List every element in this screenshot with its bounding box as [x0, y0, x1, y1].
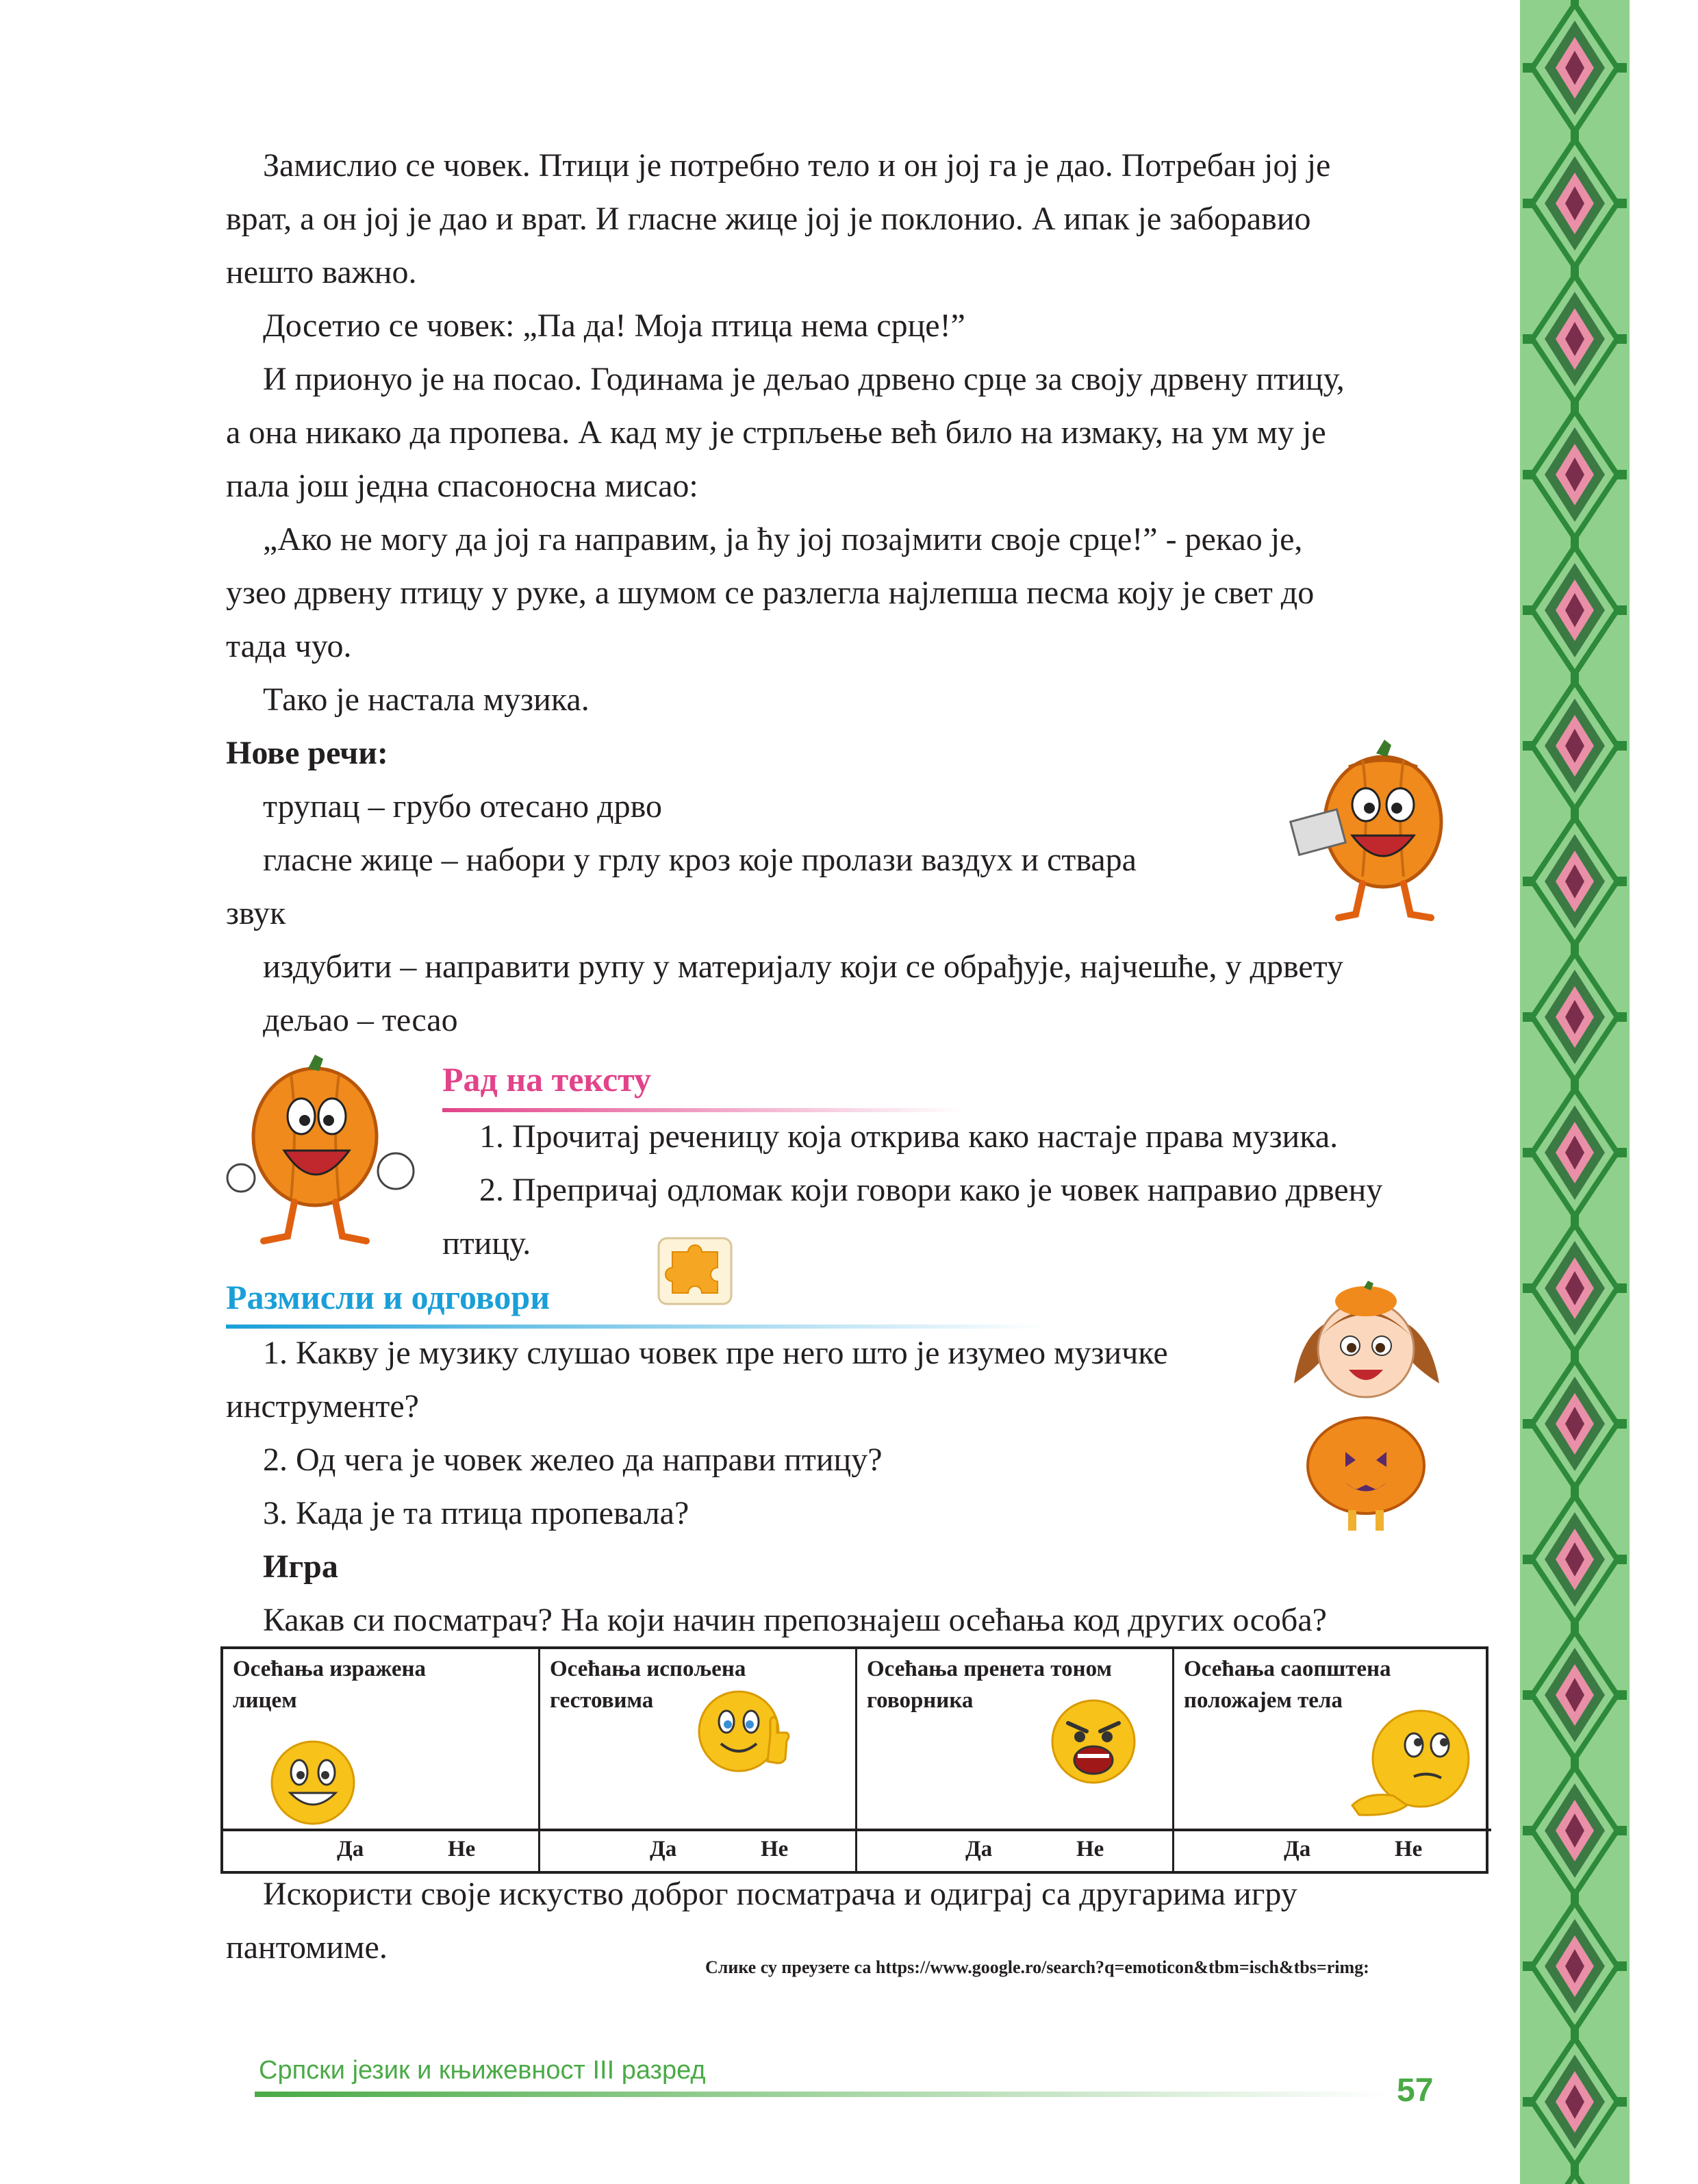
story-line: узео дрвену птицу у руке, а шумом се разлегла најлепша песма коју је свет до [226, 575, 1315, 611]
game-outro-line: Искористи своје искуство доброг посматрача и одиграј са другарима игру [263, 1876, 1297, 1912]
yes-option[interactable]: Да [337, 1837, 364, 1861]
yes-option[interactable]: Да [650, 1837, 677, 1861]
new-word-line: гласне жице – набори у грлу кроз које пролази ваздух и ствара [263, 842, 1137, 878]
story-line: Тако је настала музика. [263, 681, 590, 718]
emotions-column [857, 1649, 1174, 1871]
answer-row [540, 1829, 855, 1874]
story-line: врат, а он јој је дао и врат. И гласне жице јој је поклонио. А ипак је заборавио [226, 201, 1311, 237]
text-work-line: 2. Препричај одломак који говори како је човек направио дрвену [479, 1172, 1383, 1208]
footer-divider [255, 2092, 1391, 2097]
pumpkin-mascot-icon [1267, 740, 1472, 925]
story-line: Досетио се човек: „Па да! Моја птица нема срце!” [263, 307, 965, 344]
think-line: инструменте? [226, 1388, 419, 1424]
story-line: „Ако не могу да јој га направим, ја ћу јој позајмити своје срце!” - рекао је, [263, 521, 1303, 557]
column-header: Осећања пренета тоном говорника [867, 1657, 1112, 1713]
emotions-column [540, 1649, 857, 1871]
thinking-emoji-icon [1345, 1703, 1475, 1819]
game-intro: Какав си посматрач? На који начин препознајеш осећања код других особа? [263, 1602, 1327, 1638]
thumbs-up-emoji-icon [696, 1687, 792, 1777]
text-work-line: 1. Прочитај реченицу која открива како настаје права музика. [479, 1118, 1339, 1155]
image-credit: Слике су преузете са https://www.google.ro/search?q=emoticon&tbm=isch&tbs=rimg: [705, 1957, 1369, 1977]
column-header: Осећања саопштена положајем тела [1184, 1657, 1391, 1713]
text-work-line: птицу. [442, 1225, 531, 1262]
yes-option[interactable]: Да [965, 1837, 993, 1861]
blue-divider [226, 1325, 1048, 1329]
page-number: 57 [1397, 2072, 1434, 2109]
pink-divider [442, 1108, 963, 1112]
no-option[interactable]: Не [448, 1837, 476, 1861]
story-line: тада чуо. [226, 628, 352, 664]
answer-row [1174, 1829, 1491, 1874]
shouting-emoji-icon [1049, 1697, 1138, 1786]
think-title: Размисли и одговори [226, 1278, 550, 1316]
new-word-line: трупац – грубо отесано дрво [263, 788, 662, 825]
column-header: Осећања испољена гестовима [550, 1657, 746, 1713]
story-line: а она никако да пропева. А кад му је стрпљење већ било на измаку, на ум му је [226, 414, 1326, 451]
think-line: 3. Када је та птица пропевала? [263, 1495, 689, 1531]
emotions-table [220, 1646, 1488, 1874]
no-option[interactable]: Не [1076, 1837, 1104, 1861]
new-word-line: дељао – тесао [263, 1002, 458, 1038]
column-header: Осећања изражена лицем [233, 1657, 427, 1713]
book-title: Српски језик и књижевност III разред [259, 2056, 706, 2085]
puzzle-icon [657, 1237, 733, 1305]
new-word-line: звук [226, 895, 286, 931]
game-outro-line: пантомиме. [226, 1929, 388, 1966]
game-title: Игра [263, 1548, 338, 1585]
think-line: 1. Какву је музику слушао човек пре него што је изумео музичке [263, 1335, 1168, 1371]
no-option[interactable]: Не [761, 1837, 789, 1861]
story-line: нешто важно. [226, 254, 417, 290]
new-word-line: издубити – направити рупу у материјалу који се обрађује, најчешће, у дрвету [263, 949, 1343, 985]
yes-option[interactable]: Да [1284, 1837, 1311, 1861]
emotions-column [1174, 1649, 1491, 1871]
text-work-title: Рад на тексту [442, 1060, 652, 1099]
emotions-column [223, 1649, 540, 1871]
smiling-emoji-icon [270, 1740, 356, 1826]
story-line: И прионуо је на посао. Годинама је дељао дрвено срце за своју дрвену птицу, [263, 361, 1345, 397]
think-line: 2. Од чега је човек желео да направи птицу? [263, 1442, 883, 1478]
girl-with-pumpkin-icon [1287, 1281, 1445, 1534]
answer-row [223, 1829, 538, 1874]
new-words-title: Нове речи: [226, 735, 388, 771]
pumpkin-mascot-icon [226, 1055, 424, 1253]
story-line: Замислио се човек. Птици је потребно тело и он јој га је дао. Потребан јој је [263, 147, 1331, 184]
decorative-border [1520, 0, 1630, 2184]
answer-row [857, 1829, 1172, 1874]
story-line: пала још једна спасоносна мисао: [226, 468, 698, 504]
no-option[interactable]: Не [1395, 1837, 1423, 1861]
